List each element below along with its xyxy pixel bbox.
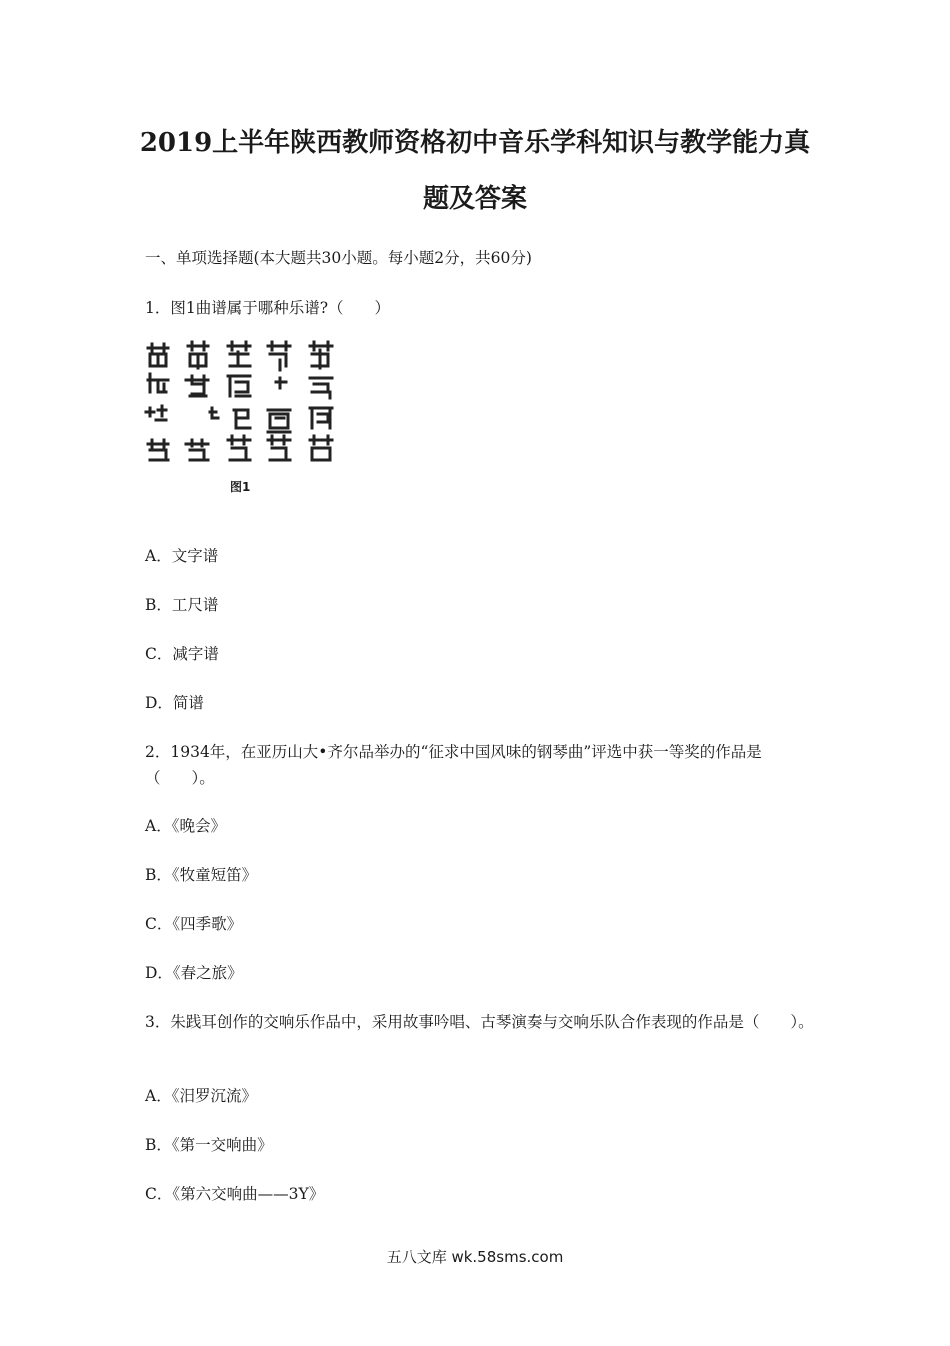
guqin-notation-image [140, 340, 340, 480]
question-3-stem: 3．朱践耳创作的交响乐作品中，采用故事吟唱、古琴演奏与交响乐队合作表现的作品是（ ）。 [145, 1013, 814, 1031]
page-footer: 五八文库 wk.58sms.com [386, 1248, 564, 1266]
document-title-line-1: 2019上半年陕西教师资格初中音乐学科知识与教学能力真 [139, 128, 811, 158]
question-1-option-a: A．文字谱 [145, 547, 219, 565]
question-3-option-c: C．《第六交响曲——3Y》 [145, 1185, 325, 1203]
question-1-stem: 1．图1曲谱属于哪种乐谱?（ ） [145, 299, 391, 317]
question-2-stem: 2．1934年，在亚历山大•齐尔品举办的“征求中国风味的钢琴曲”评选中获一等奖的作品是（ ）。 [145, 743, 762, 787]
section-heading: 一、单项选择题(本大题共30小题。每小题2分，共60分) [145, 249, 532, 267]
question-2-option-b: B．《牧童短笛》 [145, 866, 258, 884]
question-3-option-b: B．《第一交响曲》 [145, 1136, 273, 1154]
question-2-option-d: D．《春之旅》 [145, 964, 243, 982]
question-1-option-b: B．工尺谱 [145, 596, 219, 614]
question-1-option-d: D．简谱 [145, 694, 204, 712]
question-1-option-c: C．减字谱 [145, 645, 219, 663]
question-1-figure [140, 340, 340, 500]
question-2-option-c: C．《四季歌》 [145, 915, 243, 933]
question-3-option-a: A．《汨罗沉流》 [145, 1087, 257, 1105]
figure-1-caption: 图1 [230, 480, 251, 494]
document-title-line-2: 题及答案 [422, 184, 527, 214]
question-2-option-a: A．《晚会》 [145, 817, 226, 835]
